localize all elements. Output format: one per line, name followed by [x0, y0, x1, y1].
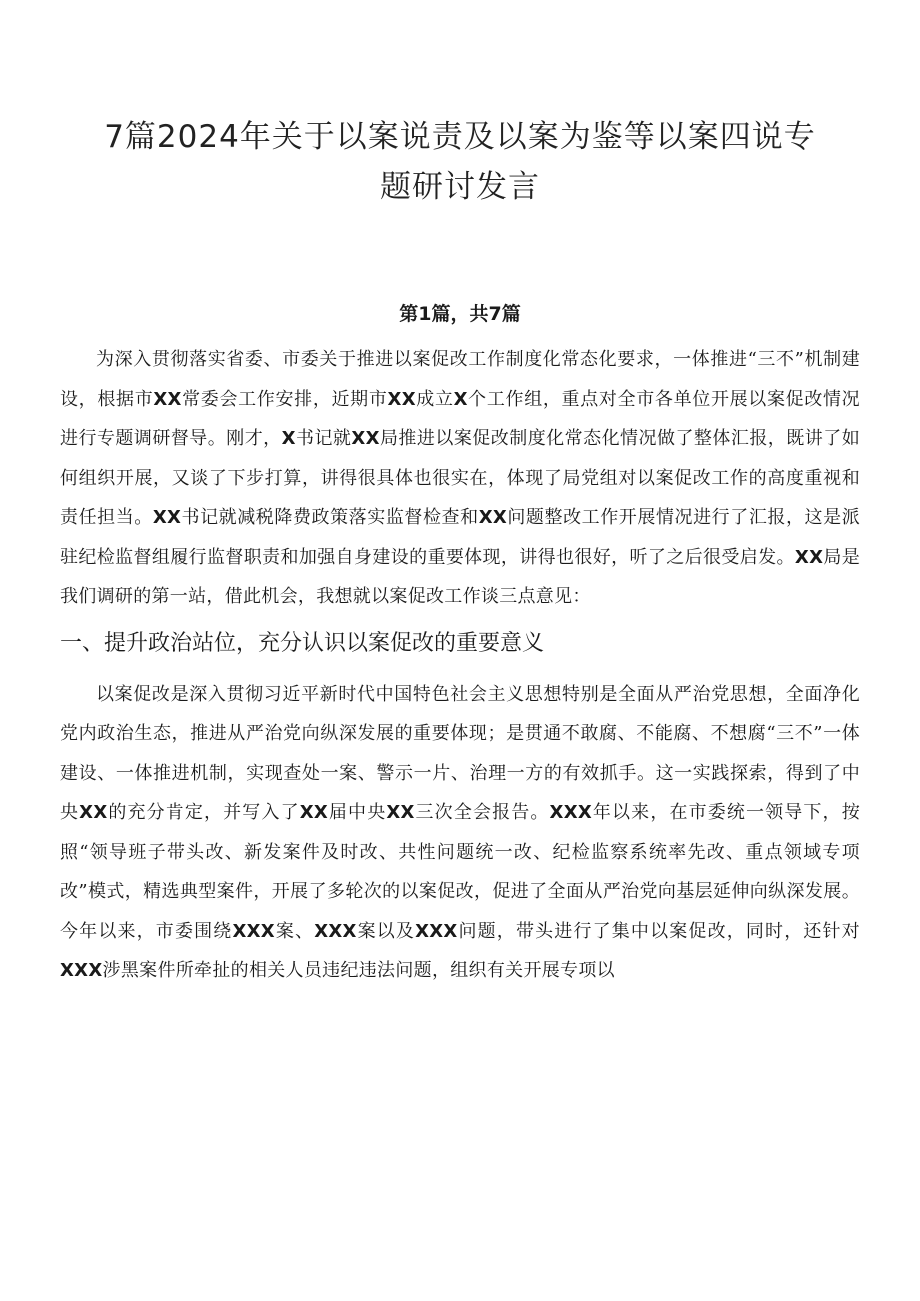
document-title: [60, 112, 860, 212]
body-paragraph-1: 为深入贯彻落实省委、市委关于推进以案促改工作制度化常态化要求，一体推进“三不”机制建设，根据市XX常委会工作安排，近期市XX成立X个工作组，重点对全市各单位开展以案促改情况进行专题调研督导。刚才，X书记就XX局推进以案促改制度化常态化情况做了整体汇报，既讲了如何组织开展，又谈了下步打算，讲得很具体也很实在，体现了局党组对以案促改工作的高度重视和责任担当。XX书记就减税降费政策落实监督检查和XX问题整改工作开展情况进行了汇报，这是派驻纪检监督组履行监督职责和加强自身建设的重要体现，讲得也很好，听了之后很受启发。XX局是我们调研的第一站，借此机会，我想就以案促改工作谈三点意见：: [60, 349, 860, 607]
part-label: 第1篇，共7篇: [399, 303, 521, 325]
document-title-line-2: 题研讨发言: [380, 169, 540, 205]
body-paragraph-2: 以案促改是深入贯彻习近平新时代中国特色社会主义思想特别是全面从严治党思想，全面净化党内政治生态，推进从严治党向纵深发展的重要体现；是贯通不敢腐、不能腐、不想腐“三不”一体建设、一体推进机制，实现查处一案、警示一片、治理一方的有效抓手。这一实践探索，得到了中央XX的充分肯定，并写入了XX届中央XX三次全会报告。XXX年以来，在市委统一领导下，按照“领导班子带头改、新发案件及时改、共性问题统一改、纪检监察系统率先改、重点领域专项改”模式，精选典型案件，开展了多轮次的以案促改，促进了全面从严治党向基层延伸向纵深发展。今年以来，市委围绕XXX案、XXX案以及XXX问题，带头进行了集中以案促改，同时，还针对XXX涉黑案件所牵扯的相关人员违纪违法问题，组织有关开展专项以: [60, 683, 860, 981]
document-title-line-1: 7篇2024年关于以案说责及以案为鉴等以案四说专: [104, 119, 816, 155]
section-heading-1: 一、提升政治站位，充分认识以案促改的重要意义: [60, 630, 545, 656]
